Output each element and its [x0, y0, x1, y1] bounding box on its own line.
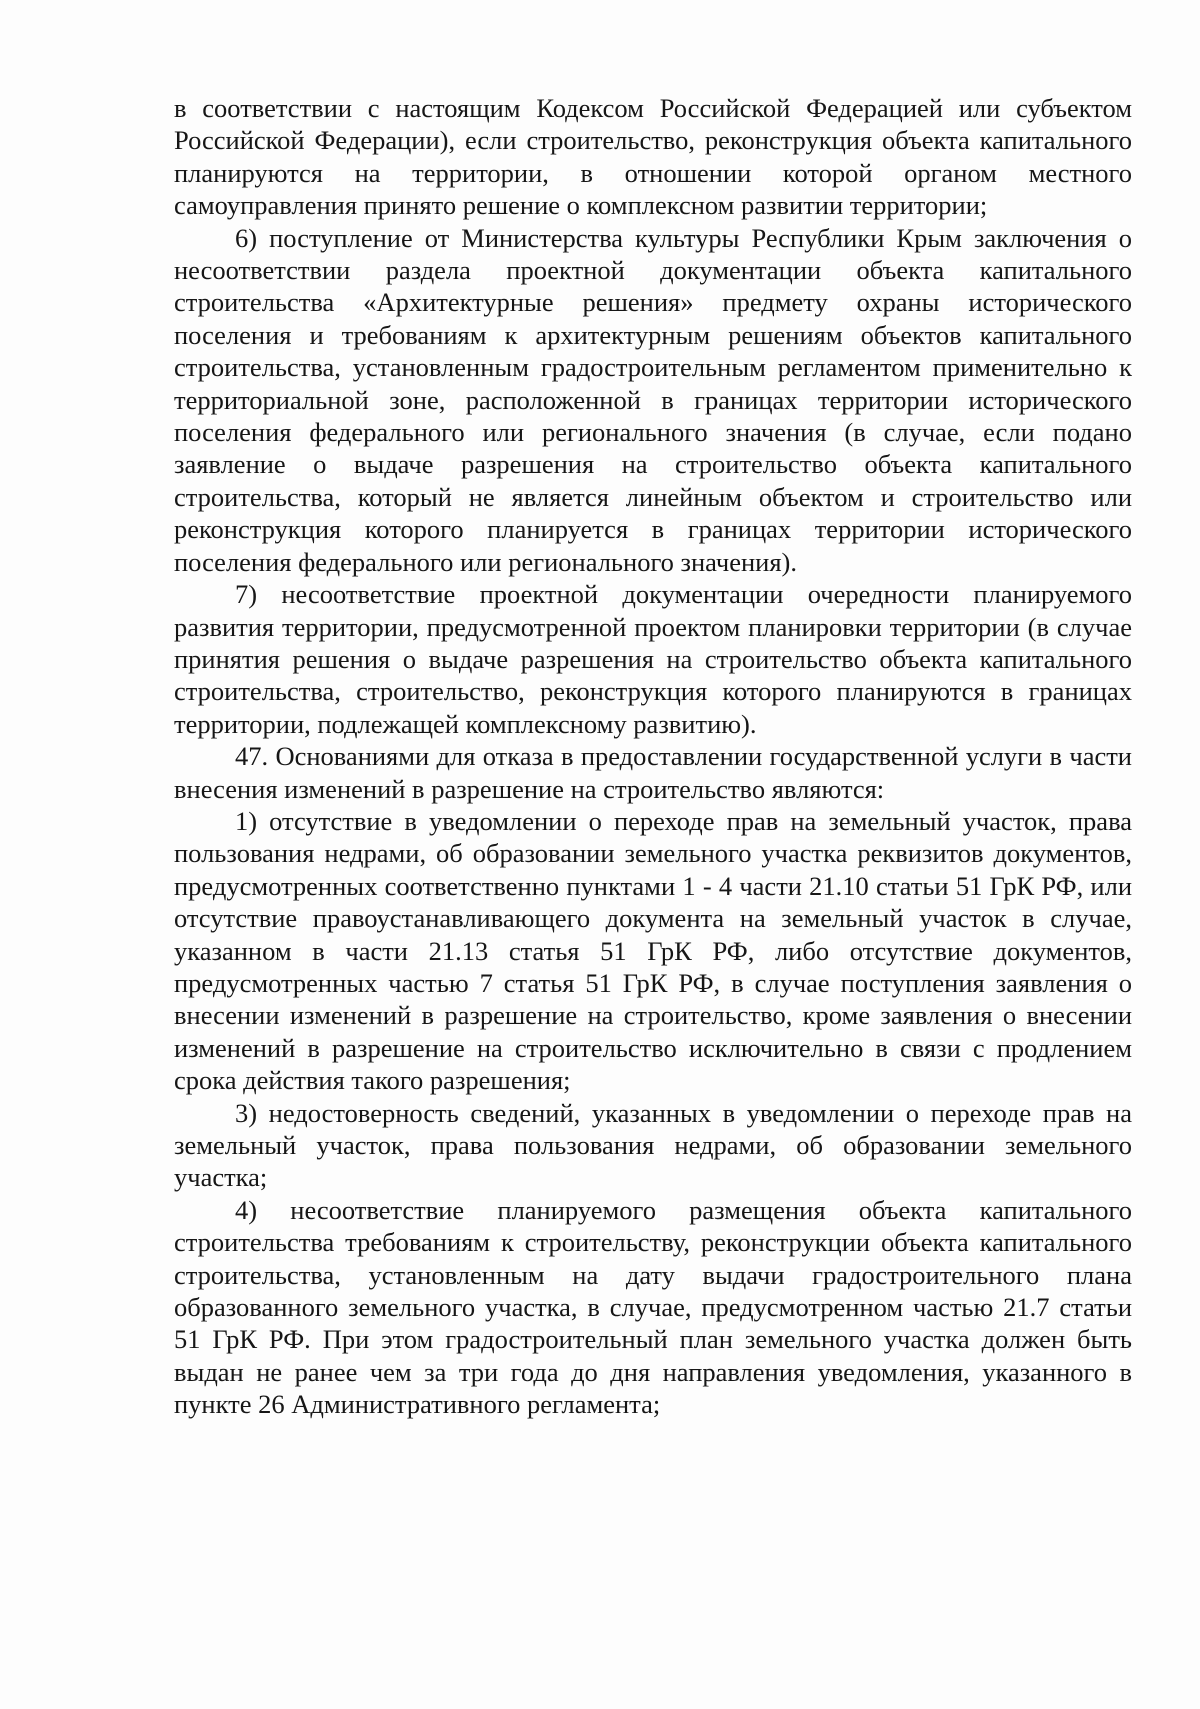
paragraph-continuation: в соответствии с настоящим Кодексом Российской Федерацией или субъектом Российской Федерации), если строительство, реконструкция объекта капитального планируются на территории, в отношении которой органом местного самоуправления принято решение о комплексном развитии территории;: [174, 93, 1132, 221]
paragraph-point-47: 47. Основаниями для отказа в предоставлении государственной услуги в части внесения изменений в разрешение на строительство являются:: [174, 741, 1132, 804]
paragraph-item-7: 7) несоответствие проектной документации очередности планируемого развития территории, предусмотренной проектом планировки территории (в случае принятия решения о выдаче разрешения на строительство объекта капитального строительства, строительство, реконструкция которого планируются в границах территории, подлежащей комплексному развитию).: [174, 579, 1132, 739]
paragraph-sub-4: 4) несоответствие планируемого размещения объекта капитального строительства требованиям к строительству, реконструкции объекта капитального строительства, установленным на дату выдачи градостроительного плана образованного земельного участка, в случае, предусмотренном частью 21.7 статьи 51 ГрК РФ. При этом градостроительный план земельного участка должен быть выдан не ранее чем за три года до дня направления уведомления, указанного в пункте 26 Административного регламента;: [174, 1194, 1132, 1420]
paragraph-sub-3: 3) недостоверность сведений, указанных в уведомлении о переходе прав на земельный участок, права пользования недрами, об образовании земельного участка;: [174, 1097, 1132, 1193]
document-body: [174, 92, 1132, 1421]
paragraph-sub-1: 1) отсутствие в уведомлении о переходе прав на земельный участок, права пользования недрами, об образовании земельного участка реквизитов документов, предусмотренных соответственно пунктами 1 - 4 части 21.10 статьи 51 ГрК РФ, или отсутствие правоустанавливающего документа на земельный участок в случае, указанном в части 21.13 статья 51 ГрК РФ, либо отсутствие документов, предусмотренных частью 7 статья 51 ГрК РФ, в случае поступления заявления о внесении изменений в разрешение на строительство, кроме заявления о внесении изменений в разрешение на строительство исключительно в связи с продлением срока действия такого разрешения;: [174, 805, 1132, 1096]
paragraph-item-6: 6) поступление от Министерства культуры Республики Крым заключения о несоответствии раздела проектной документации объекта капитального строительства «Архитектурные решения» предмету охраны исторического поселения и требованиям к архитектурным решениям объектов капитального строительства, установленным градостроительным регламентом применительно к территориальной зоне, расположенной в границах территории исторического поселения федерального или регионального значения (в случае, если подано заявление о выдаче разрешения на строительство объекта капитального строительства, который не является линейным объектом и строительство или реконструкция которого планируется в границах территории исторического поселения федерального или регионального значения).: [174, 222, 1132, 577]
